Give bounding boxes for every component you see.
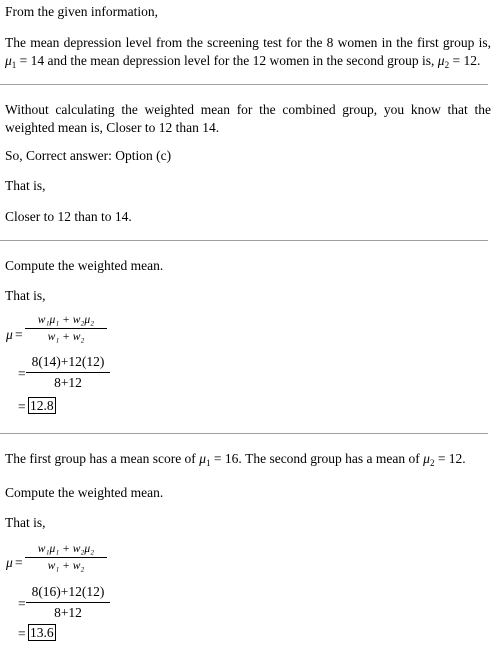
mu-symbol: μ	[6, 327, 13, 342]
new-means-paragraph: The first group has a mean score of $\mu_1 = 16$. The second group has a mean of $\mu_2 = 12$.	[5, 451, 466, 468]
equals-sign: =	[18, 626, 26, 641]
formula-numerator: w₁μ₁ + w₂μ₂	[37, 314, 95, 326]
equals-sign: =	[18, 596, 26, 611]
mu1-symbol: μ	[5, 53, 12, 68]
closer-conclusion: Closer to 12 than to 14.	[5, 209, 132, 224]
formula-denominator: w₁ + w₂	[47, 560, 85, 572]
equals-sign: =	[18, 399, 26, 414]
intro-text: From the given information,	[5, 4, 158, 19]
weighted-mean-formula	[25, 543, 107, 572]
given-means-paragraph: The mean depression level from the screening test for the 8 women in the first group is, $\mu_1 = 14$ and the mean depression level for the 12 women in the second group is, $\mu_2 = 12$.	[5, 35, 491, 70]
equals-sign: =	[15, 555, 23, 570]
that-is-label: That is,	[5, 178, 46, 193]
result-value: 12.8	[30, 398, 54, 413]
mu1-value-text: = 14 and the mean depression level for the 12 women in the second group is,	[16, 53, 438, 68]
fraction-numerator: 8(14)+12(12)	[31, 354, 105, 369]
mu-symbol: μ	[6, 555, 13, 570]
mu1-symbol: μ	[199, 451, 206, 466]
fraction-numerator: 8(16)+12(12)	[31, 584, 105, 599]
formula-denominator: w₁ + w₂	[47, 331, 85, 343]
mu2-symbol: μ	[437, 53, 445, 68]
substituted-fraction	[26, 584, 110, 621]
that-is-label: That is,	[5, 288, 46, 303]
section-divider	[0, 433, 488, 434]
fraction-bar	[26, 372, 110, 373]
result-box	[28, 398, 56, 414]
mu2-value-text: = 12.	[434, 451, 466, 466]
section-divider	[0, 84, 488, 85]
fraction-bar	[25, 328, 107, 329]
correct-answer-text: So, Correct answer: Option (c)	[5, 148, 172, 163]
compute-heading: Compute the weighted mean.	[5, 485, 164, 500]
result-value: 13.6	[30, 625, 54, 640]
mu1-value-text: = 16. The second group has a mean of	[210, 451, 424, 466]
weighted-mean-reasoning: Without calculating the weighted mean for the combined group, you know that the weighted mean is, Closer to 12 than 14.	[5, 102, 491, 135]
equals-sign: =	[15, 327, 23, 342]
fraction-denominator: 8+12	[54, 375, 82, 390]
substituted-fraction	[26, 354, 110, 391]
that-is-label: That is,	[5, 515, 46, 530]
fraction-bar	[26, 602, 110, 603]
given-means-text: The mean depression level from the screening test for the 8 women in the first group is,	[5, 35, 491, 50]
compute-heading: Compute the weighted mean.	[5, 258, 164, 273]
fraction-bar	[25, 557, 107, 558]
section-divider	[0, 240, 488, 241]
formula-numerator: w₁μ₁ + w₂μ₂	[37, 543, 95, 555]
fraction-denominator: 8+12	[54, 605, 82, 620]
mu2-symbol: μ	[423, 451, 430, 466]
weighted-mean-formula	[25, 314, 107, 343]
equals-sign: =	[18, 366, 26, 381]
mu2-value-text: = 12.	[449, 53, 481, 68]
new-means-text: The first group has a mean score of	[5, 451, 200, 466]
result-box	[28, 625, 56, 641]
